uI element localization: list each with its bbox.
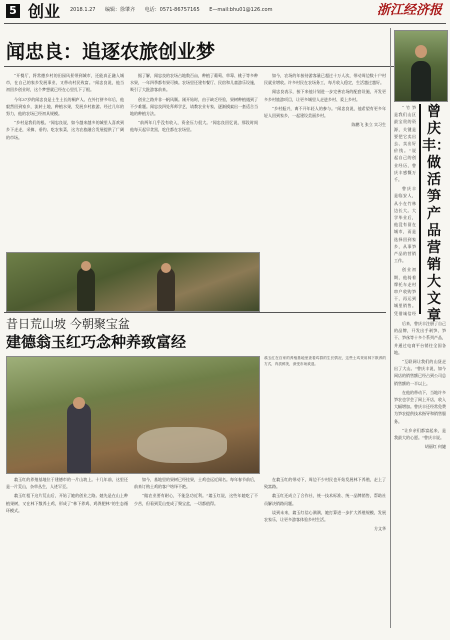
paragraph: 翁玉红租下这片荒山后，开始了她的创业之路。她先是在山上种植果树，又在林下散养土鸡，形成了“林下养鸡、鸡粪肥林”的生态循环模式。 bbox=[6, 493, 128, 513]
article3-column-2 bbox=[394, 320, 446, 620]
paragraph: 翁玉红还成立了合作社，统一技术标准、统一品牌销售，帮助社员解决销路问题。 bbox=[264, 493, 386, 506]
article2-column-1 bbox=[6, 476, 128, 636]
paragraph: “乡村是我们的根。”闻忠良说，如今越来越多的城里人喜欢到乡下走走，采摘、垂钓、吃农家菜，这为农旅融合发展提供了广阔的市场。 bbox=[6, 120, 124, 140]
paragraph: 今年37岁的闻忠良是土生土长的桐庐人。在外打拼多年后，他毅然回到家乡，流转土地，种植水果，发展乡村旅游。经过几年的努力，他的农场已经初具规模。 bbox=[6, 96, 124, 117]
article1-column-3 bbox=[264, 72, 386, 302]
article1-byline: 陈鹏飞 张立 实习生 bbox=[351, 122, 386, 128]
paragraph: “开餐厅，将常德乡村的田园风景带到城市，还能真正融入城市，在自己的家乡发展事业，又带动村民致富。”闻忠良说，他当初回乡创业时，这个梦想就已经在心里扎下了根。 bbox=[6, 73, 124, 93]
article2-kicker: 昔日荒山坡 今朝聚宝盆 bbox=[6, 317, 130, 331]
paragraph: 在翁玉红的带动下，周边不少村民也开始发展林下养殖，走上了致富路。 bbox=[264, 477, 386, 490]
paragraph: 创业初期，他骑着摩托车走村串户收购笋干，再运到城里销售。凭借诚信经 bbox=[394, 267, 416, 316]
person-figure bbox=[411, 61, 431, 101]
paragraph: 谈到未来，翁玉红信心满满，她打算进一步扩大养殖规模，发展农家乐，让更多游客体验乡村生活。 bbox=[264, 509, 386, 523]
header-meta bbox=[70, 7, 280, 13]
article2-photo-caption: 翁玉红在自家的养殖基地里查看鸡群的生长情况，这些土鸡采用林下散养的方式，肉质鲜美，深受市场欢迎。 bbox=[264, 356, 386, 366]
phone-number: 电话：0571-86757165 bbox=[144, 7, 200, 13]
page-header bbox=[0, 0, 450, 24]
paragraph: 据了解，闻忠良的农场占地数百亩，种植了葡萄、草莓、桃子等多种水果，一年四季都有果可摘。农场里还建有餐厅、民宿和儿童游乐设施，吸引了大批游客前来。 bbox=[130, 73, 258, 93]
person-figure bbox=[67, 403, 91, 473]
article1-headline: 闻忠良：追逐农旅创业梦 bbox=[6, 41, 216, 63]
article3-title-bar bbox=[419, 104, 421, 314]
paragraph: 如今，农场的年接待游客量已超过十万人次，带动周边数十户村民就业增收。许多村民在农场务工，每月收入稳定，生活越过越好。 bbox=[264, 73, 386, 86]
article2-byline: 方文华 bbox=[374, 526, 386, 532]
person-face bbox=[415, 45, 427, 58]
issue-date: 2018.1.27 bbox=[70, 7, 96, 13]
article3-column-1 bbox=[394, 104, 416, 316]
person-face bbox=[73, 397, 85, 409]
person-figure bbox=[77, 267, 95, 311]
article3-headline: 曾庆丰：做活笋产品营销大文章 bbox=[422, 104, 450, 324]
article1-photo bbox=[6, 252, 260, 312]
paragraph: “竹笋是我们山区最宝贵的资源，关键是要把它卖出去、卖出好价钱。”说起自己的创业经历，曾庆丰感慨万千。 bbox=[394, 105, 416, 183]
person-face bbox=[161, 263, 171, 273]
paragraph: “乡村振兴，离不开年轻人的参与。”闻忠良说，他希望有更多年轻人回到家乡，一起建设美丽乡村。 bbox=[264, 105, 386, 119]
paragraph: “前两年几乎没有收入，资金压力很大。”闻忠良回忆说，那段时间他每天起早贪黑，吃住都在农场里。 bbox=[130, 120, 258, 133]
article2-column-3 bbox=[264, 476, 386, 636]
article2-column-2 bbox=[134, 476, 258, 636]
page-number: 5 bbox=[6, 4, 20, 18]
paragraph: 如今，基地里的果树已经挂果，土鸡也远近闻名。每年春节前后，前来订购土鸡的客户络绎不绝。 bbox=[134, 477, 258, 490]
article2-headline: 建德翁玉红巧念种养致富经 bbox=[6, 333, 187, 351]
article2-rule bbox=[4, 312, 386, 313]
paragraph: 曾庆丰是临安人，从小在竹林边长大。大学毕业后，他没有留在城市，而是选择回到家乡，从事笋产品的营销工作。 bbox=[394, 186, 416, 264]
email-address: E—mail:bhu01@126.com bbox=[209, 7, 273, 13]
header-rule bbox=[4, 23, 446, 24]
newspaper-logo: 浙江经济报 bbox=[376, 3, 442, 18]
article3-byline: 胡丽红 何婕 bbox=[424, 444, 446, 450]
paragraph: 创业之路并非一帆风顺。刚开始时，由于缺乏经验，果树种植遇到了不少难题。闻忠良四处拜师学艺，请教农业专家，逐渐摸索出一套适合当地的种植方法。 bbox=[130, 96, 258, 117]
column-divider bbox=[390, 28, 391, 628]
paragraph: 后来，曾庆丰注册了自己的品牌，开发出手剥笋、笋干、笋丝等十多个系列产品，并通过电商平台销往全国各地。 bbox=[394, 321, 446, 355]
paragraph: “让乡亲们都富起来，是我最大的心愿。”曾庆丰说。 bbox=[394, 427, 446, 441]
section-title: 创业 bbox=[28, 2, 61, 21]
article3-portrait-photo bbox=[394, 30, 448, 102]
person-face bbox=[81, 261, 91, 271]
paragraph: 闻忠良表示，接下来他计划进一步完善农场的配套设施，开发更多乡村旅游项目，让更多城里人走进乡村、爱上乡村。 bbox=[264, 89, 386, 102]
article1-column-1 bbox=[6, 72, 124, 248]
paragraph: 翁玉红的养殖基地位于建德市的一片山坡上。十几年前，这里还是一片荒山，杂草丛生，人迹罕至。 bbox=[6, 477, 128, 490]
person-figure bbox=[157, 267, 175, 311]
paragraph: “互联网让我们的山货走出了大山。”曾庆丰说，如今网店的销售额已经占到公司总销售额的一半以上。 bbox=[394, 359, 446, 386]
paragraph: 在他的带动下，当地许多笋农也学会了网上开店，收入大幅增加。曾庆丰还经常免费为笋农提供技术指导和销售服务。 bbox=[394, 389, 446, 424]
article1-rule bbox=[4, 66, 420, 67]
article1-column-2 bbox=[130, 72, 258, 248]
chickens-flock bbox=[137, 427, 227, 463]
article2-photo bbox=[6, 356, 260, 474]
editor-name: 编辑：徐肇齐 bbox=[105, 7, 136, 13]
paragraph: “做农业要有耐心，不能急功近利。”翁玉红说，这些年她吃了不少苦，但看到荒山变成了聚宝盆，一切都值得。 bbox=[134, 493, 258, 506]
